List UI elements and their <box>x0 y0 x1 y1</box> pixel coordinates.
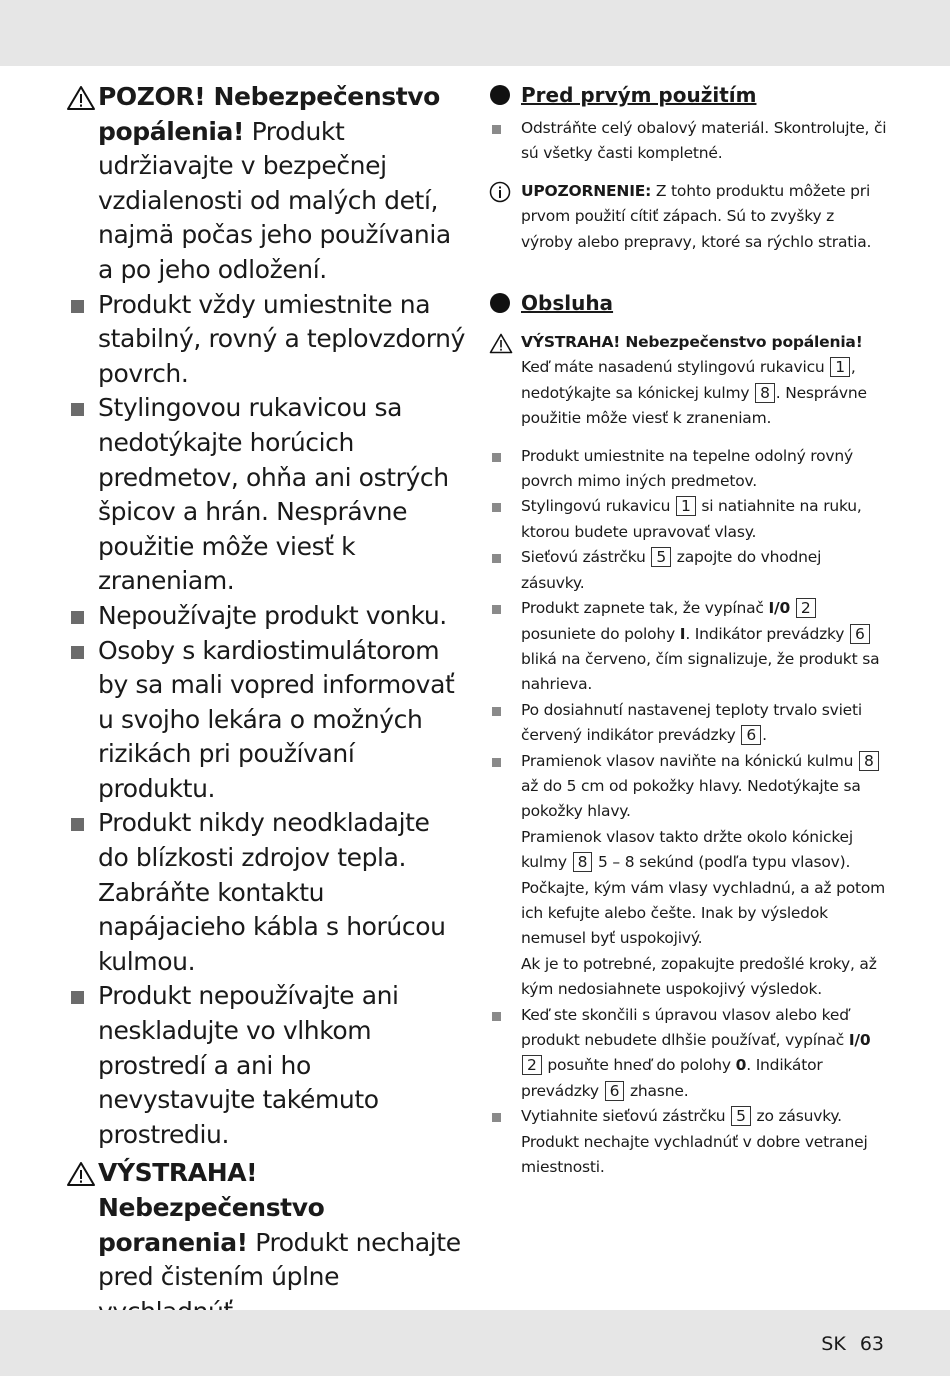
part-number-badge: 6 <box>741 725 761 745</box>
page-footer <box>807 1333 884 1355</box>
caution-title: POZOR! Nebezpečenstvo popálenia! <box>98 82 440 146</box>
bullet-square-icon <box>489 1003 517 1028</box>
list-item-text: zapojte do vhodnej zásuvky. <box>521 548 822 592</box>
bullet-square-icon <box>489 494 517 519</box>
bullet-dot-icon <box>490 85 510 105</box>
page-number: 63 <box>859 1333 884 1355</box>
list-item-text: Vytiahnite sieťovú zástrčku <box>521 1107 726 1126</box>
part-number-badge: 1 <box>830 357 850 377</box>
part-number-badge: 1 <box>676 496 696 516</box>
switch-label: I/0 <box>848 1031 871 1049</box>
language-code: SK <box>821 1333 846 1355</box>
caution-text: Produkt udržiavajte v bezpečnej vzdialenosti od malých detí, najmä počas jeho používania a po jeho odložení. <box>98 116 451 284</box>
bullet-square-icon <box>489 698 517 723</box>
list-item <box>66 634 466 807</box>
list-item <box>489 698 889 749</box>
list-item-text: Produkt vždy umiestnite na stabilný, rovný a teplovzdorný povrch. <box>98 289 465 388</box>
list-item <box>489 596 889 698</box>
part-number-badge: 2 <box>522 1055 542 1075</box>
list-item-text: Produkt zapnete tak, že vypínač <box>521 599 764 618</box>
list-item <box>66 288 466 392</box>
heading-text: Pred prvým použitím <box>521 83 757 107</box>
warning-text: , nedotýkajte sa kónickej kulmy <box>521 358 856 402</box>
part-number-badge: 5 <box>651 547 671 567</box>
list-item <box>489 545 889 596</box>
section-heading-operation <box>489 288 889 318</box>
warning-triangle-icon <box>489 330 517 355</box>
list-item <box>66 806 466 979</box>
note-block <box>489 179 889 255</box>
list-item <box>489 1104 889 1180</box>
list-item-text: bliká na červeno, čím signalizuje, že produkt sa nahrieva. <box>521 649 880 694</box>
part-number-badge: 5 <box>731 1106 751 1126</box>
list-item-text: . Indikátor prevádzky <box>685 624 845 643</box>
bullet-square-icon <box>489 596 517 621</box>
bullet-square-icon <box>66 979 98 1014</box>
list-item-text: Produkt umiestnite na tepelne odolný rovný povrch mimo iných predmetov. <box>521 446 853 491</box>
list-item-text: zo zásuvky. Produkt nechajte vychladnúť v dobre vetranej miestnosti. <box>521 1107 868 1177</box>
list-item-text: až do 5 cm od pokožky hlavy. Nedotýkajte sa pokožky hlavy. <box>521 776 861 821</box>
list-item-text: . <box>762 726 767 745</box>
list-item-text: si natiahnite na ruku, ktorou budete upravovať vlasy. <box>521 497 862 541</box>
warning-title: VÝSTRAHA! Nebezpečenstvo poranenia! <box>98 1158 325 1257</box>
warning-burn-block <box>489 330 889 432</box>
heading-text: Obsluha <box>521 291 614 316</box>
list-item-text: Produkt nepoužívajte ani neskladujte vo vlhkom prostredí a ani ho nevystavujte takémuto prostrediu. <box>98 981 399 1149</box>
bullet-square-icon <box>66 288 98 323</box>
bullet-square-icon <box>489 545 517 570</box>
list-item-text: Sieťovú zástrčku <box>521 548 646 567</box>
list-item <box>489 116 889 167</box>
bullet-square-icon <box>489 749 517 774</box>
bullet-square-icon <box>489 1104 517 1129</box>
left-column <box>66 80 466 1329</box>
bullet-square-icon <box>66 634 98 669</box>
list-item-text: Odstráňte celý obalový materiál. Skontrolujte, či sú všetky časti kompletné. <box>521 119 887 163</box>
note-label: UPOZORNENIE: <box>521 181 652 200</box>
part-number-badge: 8 <box>755 383 775 403</box>
info-icon <box>489 179 517 204</box>
warning-injury-block <box>66 1156 466 1329</box>
switch-position: 0 <box>735 1056 747 1075</box>
bullet-square-icon <box>489 116 517 141</box>
list-item <box>66 979 466 1152</box>
bullet-square-icon <box>66 806 98 841</box>
warning-triangle-icon <box>66 80 98 115</box>
warning-title: VÝSTRAHA! Nebezpečenstvo popálenia! <box>521 333 863 352</box>
list-item-text: posuniete do polohy <box>521 624 675 643</box>
note-text: Z tohto produktu môžete pri prvom použití cítiť zápach. Sú to zvyšky z výroby alebo prepravy, ktoré sa rýchlo stratia. <box>521 181 872 251</box>
bullet-square-icon <box>66 391 98 426</box>
list-item-text: Pramienok vlasov takto držte okolo kónickej kulmy <box>521 827 853 872</box>
list-item-text: Stylingovou rukavicou sa nedotýkajte horúcich predmetov, ohňa ani ostrých špicov a hrán. Nesprávne použitie môže viesť k zraneniam. <box>98 393 449 596</box>
part-number-badge: 8 <box>859 751 879 771</box>
list-item <box>489 494 889 545</box>
list-item <box>489 444 889 495</box>
part-number-badge: 6 <box>605 1081 625 1101</box>
warning-text: . Nesprávne použitie môže viesť k zraneniam. <box>521 383 867 428</box>
list-item-text: Pramienok vlasov naviňte na kónickú kulmu <box>521 751 854 770</box>
warning-text: Keď máte nasadenú stylingovú rukavicu <box>521 358 825 377</box>
section-heading-first-use <box>489 80 889 110</box>
list-item <box>489 1003 889 1105</box>
list-item-text: Ak je to potrebné, zopakujte predošlé kroky, až kým nedosiahnete uspokojivý výsledok. <box>521 954 877 999</box>
switch-position: I <box>679 624 686 643</box>
list-item-text: zhasne. <box>630 1081 689 1100</box>
part-number-badge: 2 <box>796 598 816 618</box>
list-item-text: Po dosiahnutí nastavenej teploty trvalo svieti červený indikátor prevádzky <box>521 700 862 745</box>
warning-text: Produkt nechajte pred čistením úplne <box>98 1227 461 1292</box>
list-item-text: Osoby s kardiostimulátorom by sa mali vopred informovať u svojho lekára o možných rizikách pri používaní produktu. <box>98 635 455 803</box>
header-band <box>0 0 950 66</box>
right-column <box>489 80 889 1180</box>
list-item <box>66 391 466 599</box>
caution-burn-block <box>66 80 466 288</box>
list-item <box>66 599 466 634</box>
list-item-text: posuňte hneď do polohy <box>547 1056 731 1075</box>
list-item-text: . Indikátor prevádzky <box>521 1056 823 1100</box>
bullet-square-icon <box>489 444 517 469</box>
switch-label: I/0 <box>768 599 791 618</box>
list-item-text: 5 – 8 sekúnd (podľa typu vlasov). Počkajte, kým vám vlasy vychladnú, a až potom ich kefujte alebo češte. Inak by výsledok nemusel byť uspokojivý. <box>521 853 886 948</box>
bullet-dot-icon <box>490 293 510 313</box>
list-item-text: Stylingovú rukavicu <box>521 497 671 516</box>
part-number-badge: 6 <box>850 624 870 644</box>
list-item <box>489 749 889 1003</box>
list-item-text: Produkt nikdy neodkladajte do blízkosti zdrojov tepla. Zabráňte kontaktu napájacieho kábla s horúcou kulmou. <box>98 808 446 976</box>
part-number-badge: 8 <box>573 852 593 872</box>
list-item-text: Keď ste skončili s úpravou vlasov alebo keď produkt nebudete dlhšie používať, vypínač <box>521 1005 849 1049</box>
list-item-text: Nepoužívajte produkt vonku. <box>98 600 447 630</box>
bullet-square-icon <box>66 599 98 634</box>
warning-triangle-icon <box>66 1156 98 1191</box>
